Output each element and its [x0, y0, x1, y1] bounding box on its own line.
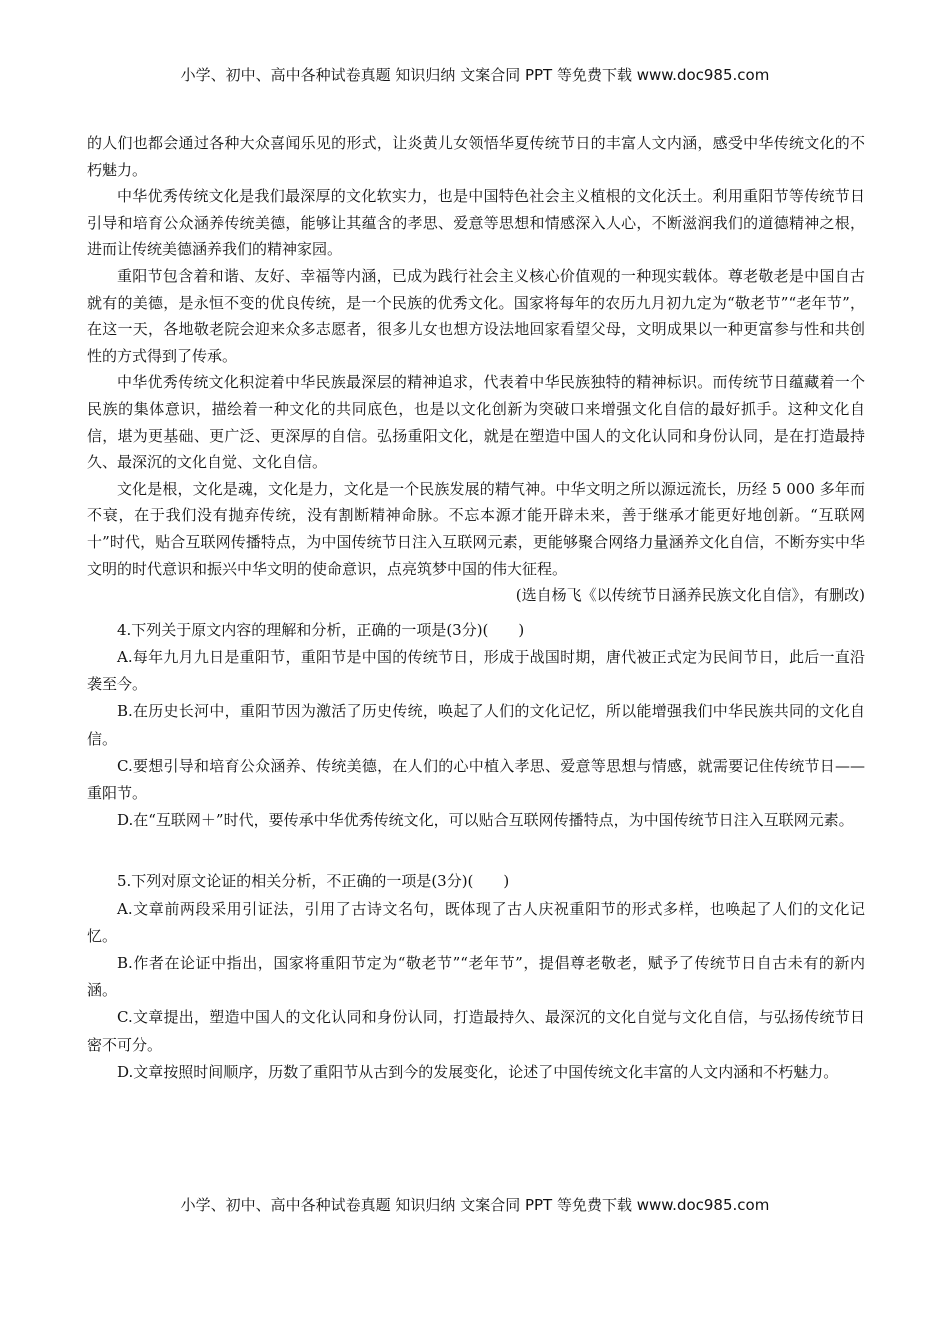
option-d: D.文章按照时间顺序，历数了重阳节从古到今的发展变化，论述了中国传统文化丰富的人文内涵和不朽魅力。 [117, 1062, 839, 1081]
option-c: C.文章提出，塑造中国人的文化认同和身份认同，打造最持久、最深沉的文化自觉与文化自信，与弘扬传统节日密不可分。 [87, 1008, 865, 1054]
passage-paragraph: 重阳节包含着和谐、友好、幸福等内涵，已成为践行社会主义核心价值观的一种现实载体。尊老敬老是中国自古就有的美德，是永恒不变的优良传统，是一个民族的优秀文化。国家将每年的农历九月初九定为“敬老节”“老年节”，在这一天，各地敬老院会迎来众多志愿者，很多儿女也想方设法地回家看望父母，文明成果以一种更富参与性和共创性的方式得到了传承。 [87, 266, 865, 365]
option-c: C.要想引导和培育公众涵养、传统美德，在人们的心中植入孝思、爱意等思想与情感，就需要记住传统节日——重阳节。 [87, 756, 865, 802]
option-b: B.作者在论证中指出，国家将重阳节定为“敬老节”“老年节”，提倡尊老敬老，赋予了传统节日自古未有的新内涵。 [87, 953, 865, 1000]
passage-paragraph: 的人们也都会通过各种大众喜闻乐见的形式，让炎黄儿女领悟华夏传统节日的丰富人文内涵，感受中华传统文化的不朽魅力。 [87, 134, 865, 179]
question-stem: 4.下列关于原文内容的理解和分析，正确的一项是(3分)( ) [117, 620, 525, 639]
passage-source: (选自杨飞《以传统节日涵养民族文化自信》，有删改) [515, 586, 865, 605]
reading-passage [87, 130, 865, 609]
option-a: A.每年九月九日是重阳节，重阳节是中国的传统节日，形成于战国时期，唐代被正式定为民间节日，此后一直沿袭至今。 [87, 647, 865, 694]
spacer [87, 834, 865, 860]
page-header: 小学、初中、高中各种试卷真题 知识归纳 文案合同 PPT 等免费下载 www.doc985.com [180, 66, 770, 84]
question-4 [87, 617, 865, 835]
passage-paragraph: 中华优秀传统文化积淀着中华民族最深层的精神追求，代表着中华民族独特的精神标识。而传统节日蕴藏着一个民族的集体意识，描绘着一种文化的共同底色，也是以文化创新为突破口来增强文化自信的最好抓手。这种文化自信，堪为更基础、更广泛、更深厚的自信。弘扬重阳文化，就是在塑造中国人的文化认同和身份认同，是在打造最持久、最深沉的文化自觉、文化自信。 [87, 373, 865, 472]
document-body [87, 130, 865, 1086]
option-a: A.文章前两段采用引证法，引用了古诗文名句，既体现了古人庆祝重阳节的形式多样，也唤起了人们的文化记忆。 [87, 899, 865, 945]
passage-paragraph: 文化是根，文化是魂，文化是力，文化是一个民族发展的精气神。中华文明之所以源远流长，历经 5 000 多年而不衰，在于我们没有抛弃传统，没有割断精神命脉。不忘本源才能开辟未来，善于继承才能更好地创新。“互联网十”时代，贴合互联网传播特点，为中国传统节日注入互联网元素，更能够聚合网络力量涵养文化自信，不断夯实中华文明的时代意识和振兴中华文明的使命意识，点亮筑梦中国的伟大征程。 [87, 479, 865, 578]
option-b: B.在历史长河中，重阳节因为激活了历史传统，唤起了人们的文化记忆，所以能增强我们中华民族共同的文化自信。 [87, 702, 865, 748]
question-5 [87, 868, 865, 1086]
option-d: D.在“互联网＋”时代，要传承中华优秀传统文化，可以贴合互联网传播特点，为中国传统节日注入互联网元素。 [117, 811, 854, 830]
page-footer: 小学、初中、高中各种试卷真题 知识归纳 文案合同 PPT 等免费下载 www.doc985.com [180, 1196, 770, 1214]
question-stem: 5.下列对原文论证的相关分析，不正确的一项是(3分)( ) [117, 872, 510, 891]
passage-paragraph: 中华优秀传统文化是我们最深厚的文化软实力，也是中国特色社会主义植根的文化沃土。利用重阳节等传统节日引导和培育公众涵养传统美德，能够让其蕴含的孝思、爱意等思想和情感深入人心，不断滋润我们的道德精神之根，进而让传统美德涵养我们的精神家园。 [87, 187, 865, 259]
